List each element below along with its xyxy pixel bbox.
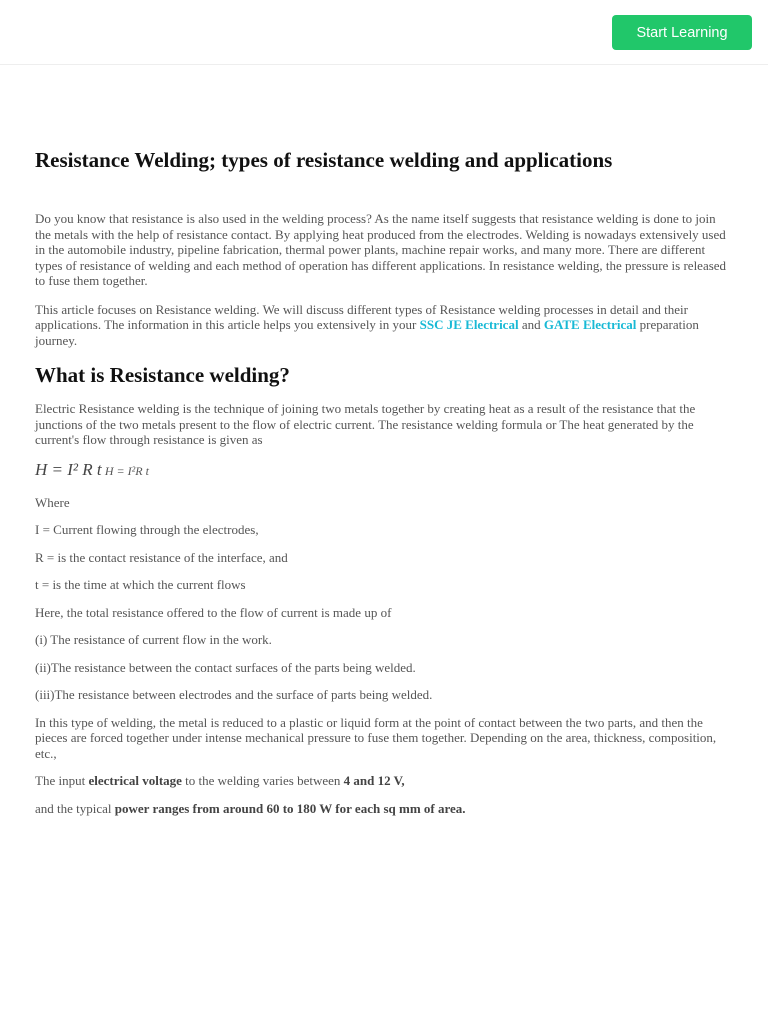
focus-text-and: and — [518, 317, 544, 332]
voltage-mid: to the welding varies between — [181, 773, 344, 788]
focus-paragraph — [35, 302, 733, 349]
formula-rendered: H = I² R t — [35, 459, 102, 479]
start-learning-button[interactable]: Start Learning — [612, 15, 752, 50]
resistance-item-2: (ii)The resistance between the contact surfaces of the parts being welded. — [35, 659, 416, 675]
voltage-line — [35, 773, 733, 789]
heat-formula — [35, 460, 733, 481]
where-label: Where — [35, 494, 70, 510]
focus-text-suffix: preparation journey. — [35, 317, 699, 348]
intro-paragraph: Do you know that resistance is also used in the welding process? As the name itself suggests that resistance welding is done to join the metals with the help of resistance contact. By applying heat produced from the electrodes. Welding is nowadays extensively used in the automobile industry, pipeline fabrication, thermal power plants, machine repair works, and many more. There are different types of resistance of welding and each method of operation has different applications. In resistance welding, the pressure is released to fuse them together. — [35, 211, 727, 288]
voltage-prefix: The input — [35, 773, 89, 788]
power-prefix: and the typical — [35, 800, 115, 816]
resistance-item-3: (iii)The resistance between electrodes and the surface of parts being welded. — [35, 687, 433, 702]
top-bar — [0, 0, 768, 65]
ssc-je-electrical-link[interactable]: SSC JE Electrical — [419, 317, 519, 332]
section-heading: What is Resistance welding? — [35, 363, 290, 387]
article-body — [35, 145, 733, 828]
resistance-item-1: (i) The resistance of current flow in the work. — [35, 632, 272, 647]
total-resistance-intro: Here, the total resistance offered to the flow of current is made up of — [35, 604, 392, 620]
definition-t: t = is the time at which the current flows — [35, 577, 246, 592]
gate-electrical-link[interactable]: GATE Electrical — [543, 317, 637, 332]
focus-text-prefix: This article focuses on Resistance welding. We will discuss different types of Resistance welding processes in detail and their applications. The information in this article helps you extensively in your — [35, 301, 689, 332]
definition-r: R = is the contact resistance of the interface, and — [35, 549, 288, 565]
definition-paragraph: Electric Resistance welding is the technique of joining two metals together by creating heat as a result of the resistance that the junctions of the two metals present to the flow of electric current. The resistance welding formula or The heat generated by the current's flow through resistance is given as — [35, 401, 696, 447]
voltage-range: 4 and 12 V, — [343, 773, 405, 788]
article-title: Resistance Welding; types of resistance welding and applications — [35, 148, 613, 172]
power-range: power ranges from around 60 to 180 W for each sq mm of area. — [114, 800, 466, 816]
formula-fallback: H = I²R t — [104, 463, 149, 478]
definition-i: I = Current flowing through the electrodes, — [35, 522, 259, 537]
power-line — [35, 801, 733, 817]
process-paragraph: In this type of welding, the metal is reduced to a plastic or liquid form at the point of contact between the two parts, and then the pieces are forced together under intense mechanical pressure to fuse them together. Depending on the area, thickness, composition, etc., — [35, 714, 717, 761]
voltage-bold: electrical voltage — [88, 773, 182, 788]
